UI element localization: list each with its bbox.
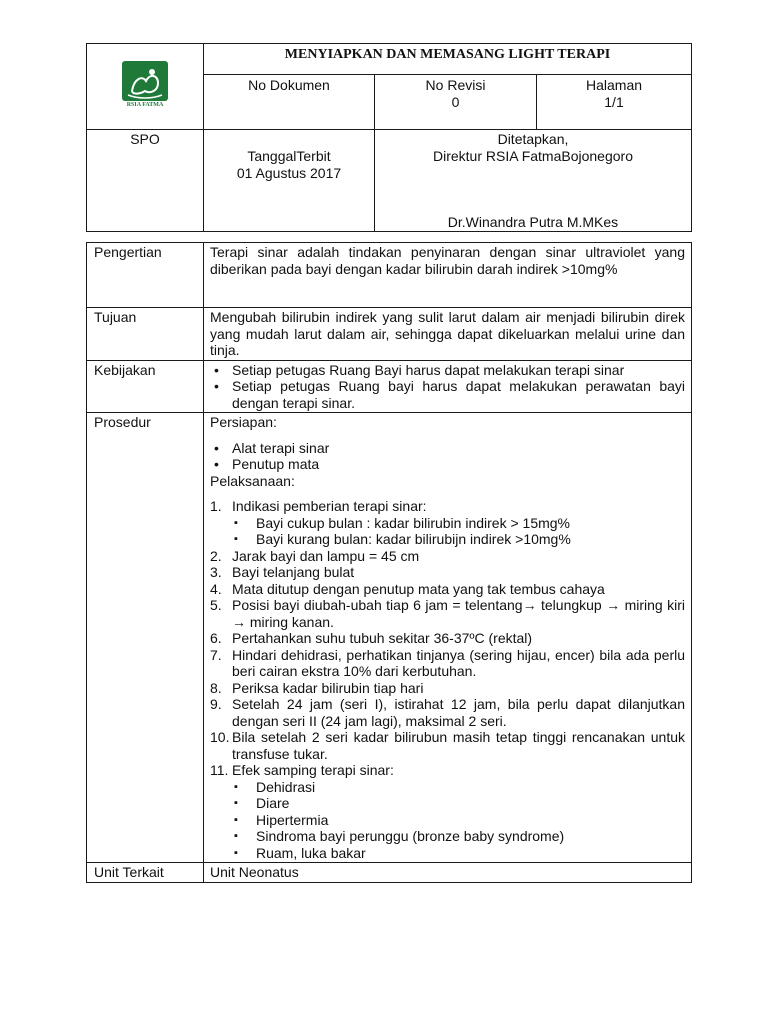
procedure-table [86,242,692,883]
list-item: ▪ Dehidrasi [256,779,685,796]
spo-cell: SPO [87,130,204,232]
list-item: ▪ Bayi cukup bulan : kadar bilirubin indirek > 15mg% [256,515,685,532]
text-unit-terkait: Unit Neonatus [204,863,692,883]
step-7: 7. Hindari dehidrasi, perhatikan tinjanya (sering hijau, encer) bila ada perlu beri cairan ekstra 10% dari kerbutuhan. [210,646,685,679]
step-6: 6. Pertahankan suhu tubuh sekitar 36-37ºC (rektal) [210,630,533,646]
tanggal-cell [204,130,375,232]
list-item: ▪ Bayi kurang bulan: kadar bilirubijn indirek >10mg% [256,531,685,548]
label-kebijakan: Kebijakan [87,360,204,413]
step-8: 8. Periksa kadar bilirubin tiap hari [210,679,424,696]
content-kebijakan [204,360,692,413]
list-item: ▪ Ruam, luka bakar [256,845,685,862]
step-3: 3. Bayi telanjang bulat [210,564,355,580]
label-pengertian: Pengertian [87,243,204,308]
step-2: 2. Jarak bayi dan lampu = 45 cm [210,547,420,564]
ditetapkan-label: Ditetapkan, [497,131,569,147]
tanggal-value: 01 Agustus 2017 [236,165,342,181]
step-5: 5. Posisi bayi diubah-ubah tiap 6 jam = telentang→ telungkup → miring kiri → miring kanan. [210,597,685,630]
document-title: MENYIAPKAN DAN MEMASANG LIGHT TERAPI [204,44,692,75]
halaman-label: Halaman [585,77,643,93]
list-item: • Alat terapi sinar [232,440,685,457]
text-pengertian: Terapi sinar adalah tindakan penyinaran dengan sinar ultraviolet yang diberikan pada bayi dengan kadar bilirubin darah indirek >10mg% [204,243,692,308]
list-item: ▪ Sindroma bayi perunggu (bronze baby syndrome) [256,828,685,845]
signer-name: Dr.Winandra Putra M.MKes [447,214,619,230]
no-revisi-cell [375,75,537,130]
row-pengertian [87,243,692,308]
ditetapkan-cell [375,130,692,232]
row-prosedur [87,413,692,863]
halaman-value: 1/1 [604,94,624,110]
step-10: 10. Bila setelah 2 seri kadar bilirubun masih tetap tinggi rencanakan untuk transfuse tukar. [210,729,685,762]
header-table [86,43,692,232]
row-tujuan [87,308,692,361]
row-unit-terkait [87,863,692,883]
pelaksanaan-heading: Pelaksanaan: [210,472,295,489]
content-prosedur [204,413,692,863]
step-4: 4. Mata ditutup dengan penutup mata yang tak tembus cahaya [210,580,605,597]
logo-text: RSIA FATMA [126,102,164,107]
step-11: 11. Efek samping terapi sinar: ▪ Dehidrasi ▪ Diare ▪ Hipertermia ▪ Sindroma bayi perunggu (bronze baby syndrome) ▪ Ruam, luka bakar [232,762,685,861]
label-unit-terkait: Unit Terkait [87,863,204,883]
list-item: • Setiap petugas Ruang bayi harus dapat melakukan perawatan bayi dengan terapi sinar. [232,378,685,411]
list-item: • Setiap petugas Ruang Bayi harus dapat melakukan terapi sinar [232,362,685,379]
direktur-label: Direktur RSIA FatmaBojonegoro [433,148,633,164]
step-1: 1. Indikasi pemberian terapi sinar: ▪ Bayi cukup bulan : kadar bilirubin indirek > 15mg% ▪ Bayi kurang bulan: kadar bilirubijn indirek >10mg% [232,498,685,548]
halaman-cell [537,75,692,130]
logo-cell [87,44,204,130]
no-revisi-value: 0 [451,94,460,110]
row-kebijakan [87,360,692,413]
text-tujuan: Mengubah bilirubin indirek yang sulit larut dalam air menjadi bilirubin direk yang mudah larut dalam air, sehingga dapat dikeluarkan melalui urine dan tinja. [204,308,692,361]
persiapan-heading: Persiapan: [210,414,277,430]
hospital-logo [122,61,168,107]
list-item: ▪ Hipertermia [256,812,685,829]
tanggal-label: TanggalTerbit [247,148,331,164]
list-item: • Penutup mata [232,456,685,473]
label-tujuan: Tujuan [87,308,204,361]
step-9: 9. Setelah 24 jam (seri I), istirahat 12 jam, bila perlu dapat dilanjutkan dengan seri II (24 jam lagi), maksimal 2 seri. [210,696,685,729]
no-dokumen-label: No Dokumen [248,77,330,93]
no-dokumen-cell [204,75,375,130]
no-revisi-label: No Revisi [425,77,486,93]
label-prosedur: Prosedur [87,413,204,863]
list-item: ▪ Diare [256,795,685,812]
